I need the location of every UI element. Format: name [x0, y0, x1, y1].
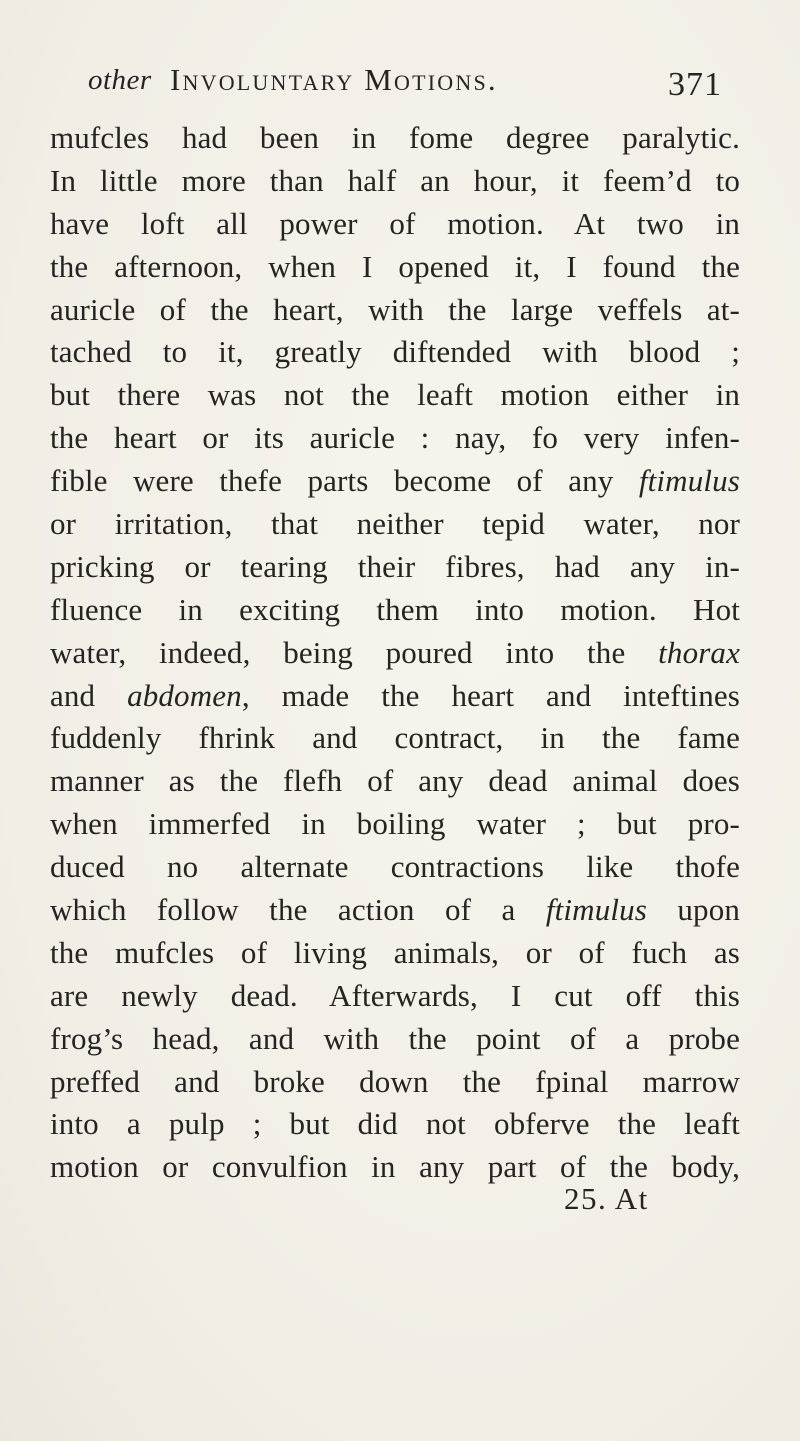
text-segment: which follow the action of a — [50, 892, 546, 928]
text-segment: the afternoon, when I opened it, I found the — [50, 248, 740, 284]
body-text — [50, 117, 740, 1189]
text-line — [50, 803, 740, 846]
text-line — [50, 203, 740, 246]
text-line — [50, 503, 740, 546]
text-segment: preffed and broke down the fpinal marrow — [50, 1063, 740, 1099]
text-segment: pricking or tearing their fibres, had any in- — [50, 548, 740, 584]
text-line — [50, 460, 740, 503]
text-segment: frog’s head, and with the point of a probe — [50, 1020, 740, 1056]
text-line — [50, 1103, 740, 1146]
text-line — [50, 589, 740, 632]
text-line — [50, 331, 740, 374]
text-line — [50, 717, 740, 760]
text-segment: manner as the flefh of any dead animal does — [50, 763, 740, 799]
text-segment: fible were thefe parts become of any — [50, 463, 639, 499]
running-head — [88, 54, 728, 104]
text-line — [50, 975, 740, 1018]
text-line — [50, 846, 740, 889]
text-segment: In little more than half an hour, it feem’d to — [50, 162, 740, 198]
text-segment: tached to it, greatly diftended with blood ; — [50, 334, 740, 370]
text-line — [50, 246, 740, 289]
text-segment: and — [50, 677, 128, 713]
text-line — [50, 632, 740, 675]
text-segment: water, indeed, being poured into the — [50, 634, 659, 670]
text-line — [50, 374, 740, 417]
text-segment: the heart or its auricle : nay, fo very infen- — [50, 420, 740, 456]
text-line — [50, 289, 740, 332]
catchword: 25. At — [564, 1181, 649, 1216]
text-line — [50, 1018, 740, 1061]
running-head-title: Involuntary Motions. — [170, 62, 498, 97]
text-segment: the mufcles of living animals, or of fuch as — [50, 934, 740, 970]
text-line — [50, 760, 740, 803]
text-line — [50, 160, 740, 203]
text-line — [50, 889, 740, 932]
text-segment: but there was not the leaft motion either in — [50, 377, 740, 413]
text-line — [50, 932, 740, 975]
text-segment: or irritation, that neither tepid water, nor — [50, 506, 740, 542]
italic-text: thorax — [658, 634, 740, 670]
text-segment: duced no alternate contractions like thofe — [50, 849, 740, 885]
text-line — [50, 1061, 740, 1104]
text-segment: into a pulp ; but did not obferve the leaft — [50, 1106, 740, 1142]
text-segment: fluence in exciting them into motion. Hot — [50, 591, 740, 627]
text-segment: when immerfed in boiling water ; but pro- — [50, 806, 740, 842]
italic-text: ftimulus — [638, 463, 740, 499]
text-segment: auricle of the heart, with the large veffels at- — [50, 291, 740, 327]
text-segment: upon — [646, 892, 741, 928]
text-segment: , made the heart and inteftines — [241, 677, 740, 713]
running-head-italic: other — [88, 64, 152, 96]
text-segment: have loft all power of motion. At two in — [50, 205, 740, 241]
text-line — [50, 675, 740, 718]
italic-text: ftimulus — [545, 892, 647, 928]
text-segment: fuddenly fhrink and contract, in the fame — [50, 720, 740, 756]
text-segment: motion or convulfion in any part of the body, — [50, 1149, 740, 1185]
text-segment: mufcles had been in fome degree paralytic. — [50, 120, 740, 155]
italic-text: abdomen — [127, 677, 242, 713]
text-line — [50, 117, 740, 160]
text-line — [50, 546, 740, 589]
page-number: 371 — [668, 66, 722, 103]
text-line — [50, 417, 740, 460]
text-segment: are newly dead. Afterwards, I cut off this — [50, 977, 740, 1013]
